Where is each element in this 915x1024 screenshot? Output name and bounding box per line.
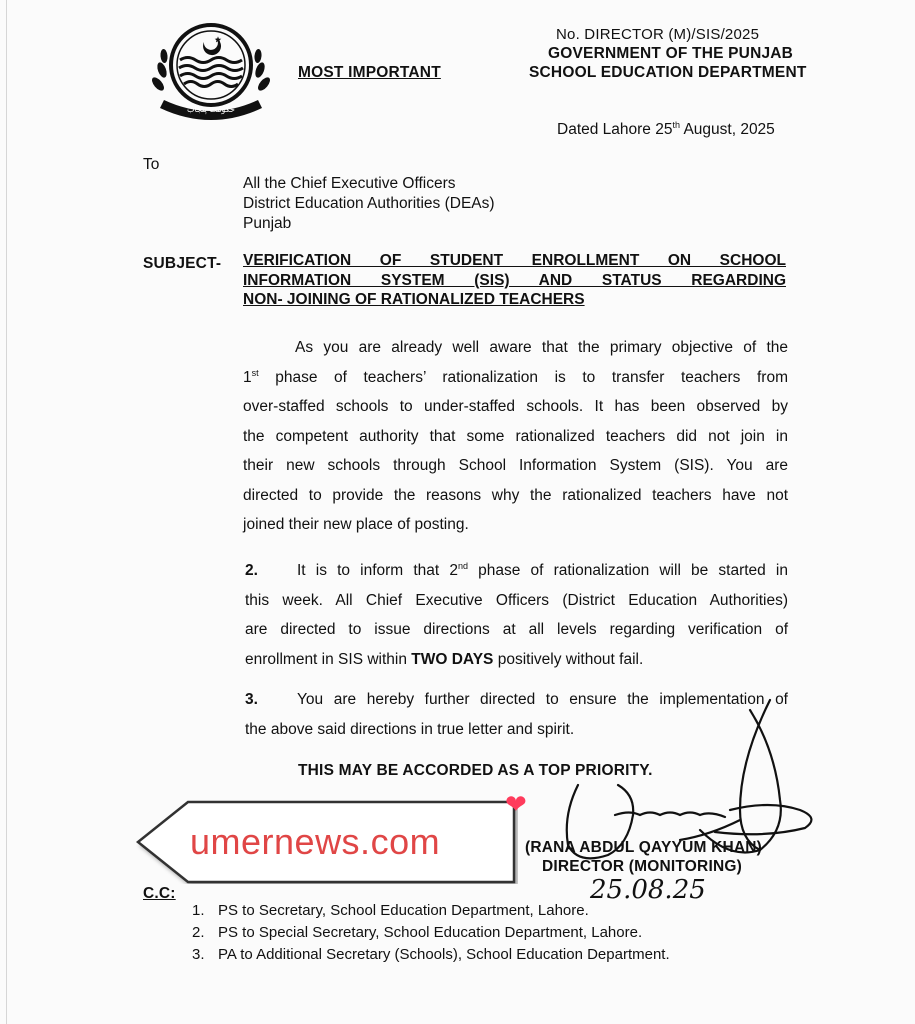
signatory-name: (RANA ABDUL QAYYUM KHAN) <box>525 839 763 856</box>
priority-notice: THIS MAY BE ACCORDED AS A TOP PRIORITY. <box>298 762 653 779</box>
paragraph-line: the above said directions in true letter and spirit. <box>245 720 575 738</box>
reference-number: No. DIRECTOR (M)/SIS/2025 <box>556 26 760 43</box>
addressee-line: All the Chief Executive Officers <box>243 175 456 192</box>
svg-text:25.08.25: 25.08.25 <box>590 875 706 905</box>
addressee-block <box>243 174 495 234</box>
subject-label: SUBJECT- <box>143 255 222 272</box>
cc-item: 3. PA to Additional Secretary (Schools), School Education Department. <box>192 946 670 963</box>
paragraph-3 <box>245 685 788 744</box>
subject-line: VERIFICATION OF STUDENT ENROLLMENT ON SCHOOL <box>243 252 786 269</box>
paragraph-1 <box>243 333 788 540</box>
paragraph-line: enrollment in SIS within TWO DAYS positively without fail. <box>245 650 644 668</box>
addressee-line: Punjab <box>243 215 292 232</box>
paragraph-line: As you are already well aware that the primary objective of the <box>295 339 788 356</box>
paragraph-2 <box>245 556 788 674</box>
paragraph-line: their new schools through School Information System (SIS). You are <box>243 457 788 474</box>
paragraph-line: this week. All Chief Executive Officers (District Education Authorities) <box>245 591 788 609</box>
government-name: GOVERNMENT OF THE PUNJAB <box>548 45 794 62</box>
paragraph-line: 1st phase of teachers’ rationalization is to transfer teachers from <box>243 367 788 386</box>
to-label: To <box>143 156 160 173</box>
cc-label: C.C: <box>143 885 176 902</box>
heart-icon: ❤ <box>505 789 527 819</box>
letter-date: Dated Lahore 25th August, 2025 <box>557 119 775 138</box>
subject-line: INFORMATION SYSTEM (SIS) AND STATUS REGARDING <box>243 272 786 289</box>
paragraph-line: directed to provide the reasons why the rationalized teachers have not <box>243 486 788 504</box>
paragraph-line: You are hereby further directed to ensure the implementation of <box>297 691 788 708</box>
punjab-government-emblem-icon <box>150 20 272 120</box>
signatory-title: DIRECTOR (MONITORING) <box>542 858 742 875</box>
most-important-label: MOST IMPORTANT <box>298 64 441 81</box>
watermark-text: umernews.com <box>190 821 441 862</box>
cc-list <box>192 900 670 966</box>
paragraph-line: It is to inform that 2nd phase of rationalization will be started in <box>297 560 788 579</box>
cc-item: 1. PS to Secretary, School Education Department, Lahore. <box>192 902 589 919</box>
addressee-line: District Education Authorities (DEAs) <box>243 195 495 212</box>
paragraph-2-number: 2. <box>245 562 258 579</box>
cc-item: 2. PS to Special Secretary, School Education Department, Lahore. <box>192 924 643 941</box>
paragraph-3-number: 3. <box>245 691 258 708</box>
svg-text:حکومت پنجاب: حکومت پنجاب <box>187 105 235 114</box>
paragraph-line: the competent authority that some rationalized teachers did not join in <box>243 427 788 445</box>
paragraph-line: over-staffed schools to under-staffed schools. It has been observed by <box>243 398 788 415</box>
subject-line: NON- JOINING OF RATIONALIZED TEACHERS <box>243 291 585 308</box>
paragraph-line: joined their new place of posting. <box>243 516 469 533</box>
paragraph-line: are directed to issue directions at all levels regarding verification of <box>245 621 788 638</box>
page-edge <box>6 0 7 1024</box>
department-name: SCHOOL EDUCATION DEPARTMENT <box>529 64 807 81</box>
